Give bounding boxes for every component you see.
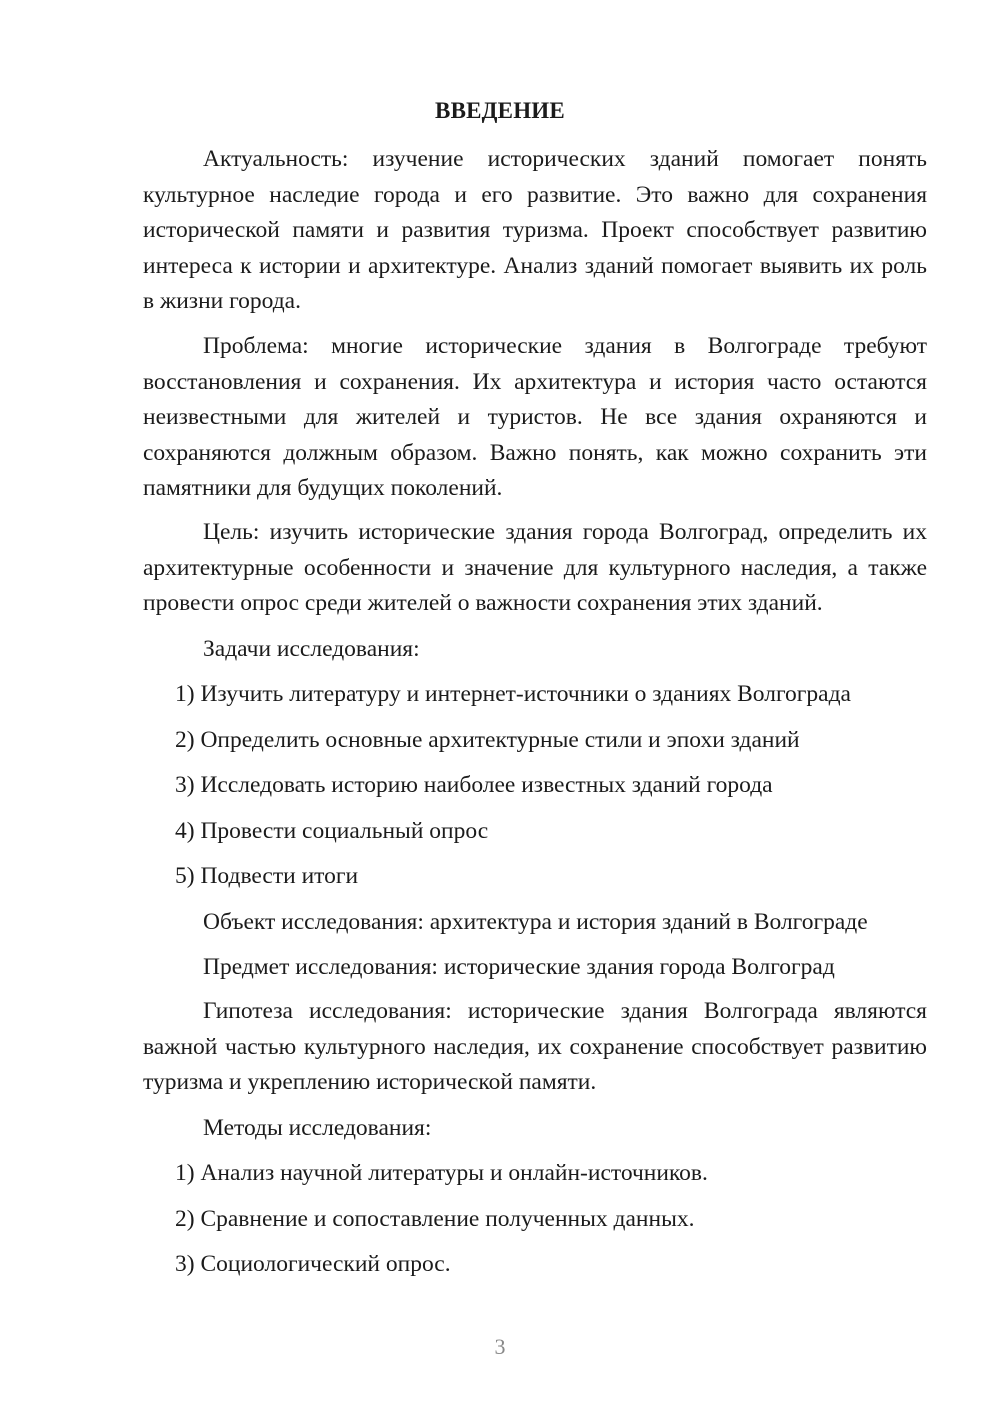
goal-paragraph: Цель: изучить исторические здания города Волгоград, определить их архитектурные особенности и значение для культурного наследия, а также провести опрос среди жителей о важности сохранения этих зданий. (143, 519, 927, 616)
task-item: 2) Определить основные архитектурные стили и эпохи зданий (175, 727, 800, 753)
task-item: 5) Подвести итоги (175, 863, 359, 889)
task-item: 4) Провести социальный опрос (175, 818, 489, 844)
hypothesis-paragraph: Гипотеза исследования: исторические здания Волгограда являются важной частью культурного наследия, их сохранение способствует развитию туризма и укреплению исторической памяти. (143, 998, 927, 1095)
task-item: 3) Исследовать историю наиболее известных зданий города (175, 772, 773, 798)
method-item: 2) Сравнение и сопоставление полученных данных. (175, 1206, 695, 1232)
method-item: 3) Социологический опрос. (175, 1251, 451, 1277)
tasks-title: Задачи исследования: (203, 636, 420, 662)
task-item: 1) Изучить литературу и интернет-источники о зданиях Волгограда (175, 681, 851, 707)
research-object: Объект исследования: архитектура и история зданий в Волгограде (203, 909, 868, 935)
methods-title: Методы исследования: (203, 1115, 432, 1141)
problem-paragraph: Проблема: многие исторические здания в Волгограде требуют восстановления и сохранения. Их архитектура и история часто остаются неизвестными для жителей и туристов. Не все здания охраняются и сохраняются должным образом. Важно понять, как можно сохранить эти памятники для будущих поколений. (143, 333, 927, 501)
research-subject: Предмет исследования: исторические здания города Волгоград (203, 954, 835, 980)
method-item: 1) Анализ научной литературы и онлайн-источников. (175, 1160, 708, 1186)
relevance-paragraph: Актуальность: изучение исторических зданий помогает понять культурное наследие города и его развитие. Это важно для сохранения исторической памяти и развития туризма. Проект способствует развитию интереса к истории и архитектуре. Анализ зданий помогает выявить их роль в жизни города. (143, 146, 927, 314)
section-heading: ВВЕДЕНИЕ (435, 98, 565, 123)
page-number: 3 (494, 1334, 506, 1359)
